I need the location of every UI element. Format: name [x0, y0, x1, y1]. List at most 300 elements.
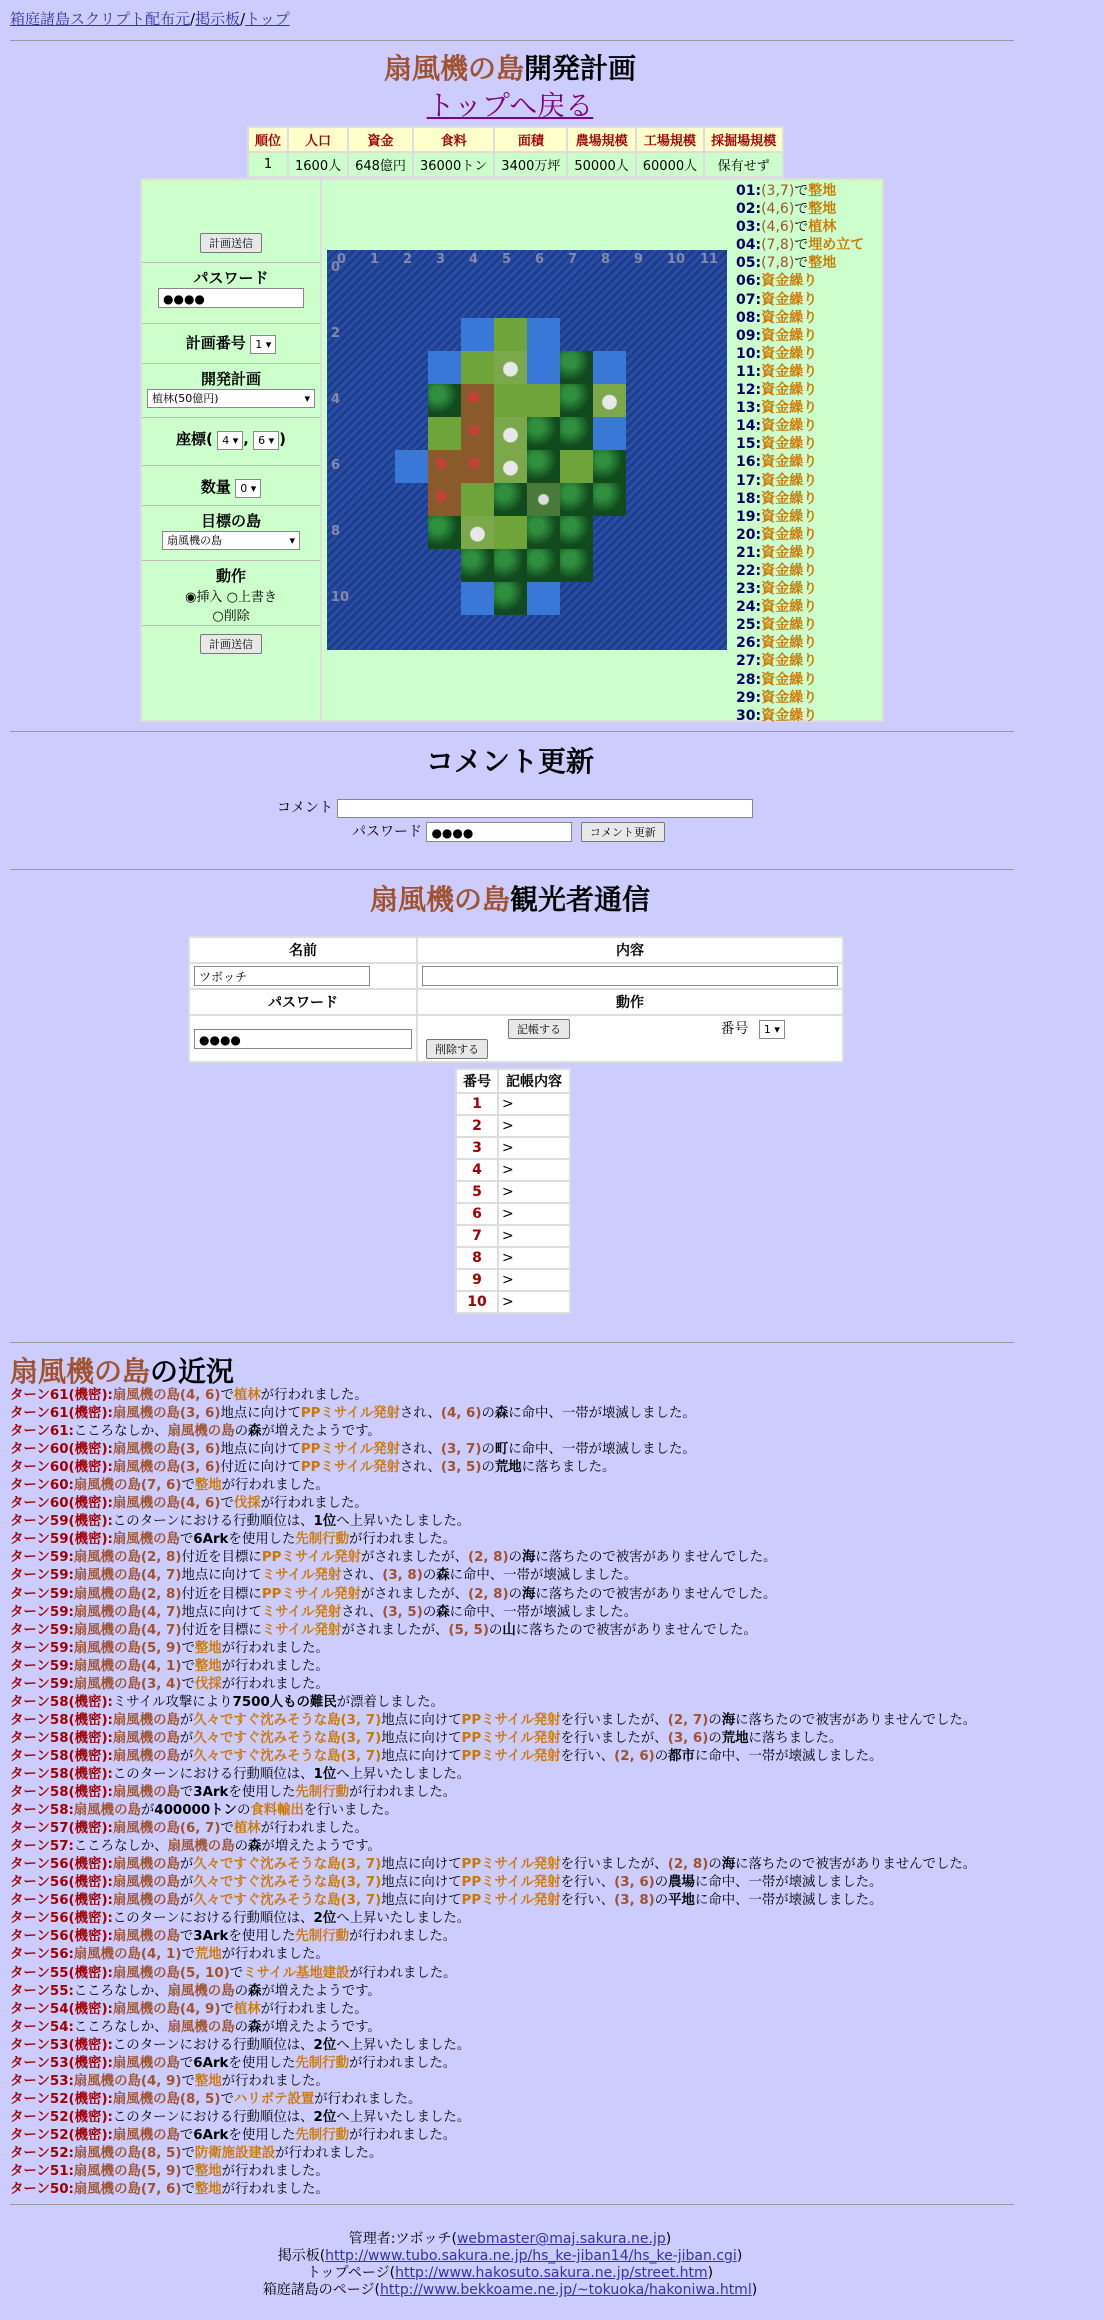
- map-tile[interactable]: [593, 384, 626, 417]
- plan-number: 24:: [736, 599, 762, 616]
- entry-content: >: [498, 1093, 570, 1115]
- log-segment: され、: [399, 1442, 441, 1458]
- map-column-label: 11: [700, 252, 719, 267]
- log-segment: 扇風機の島(4, 7): [73, 1622, 182, 1638]
- bbs-url-link[interactable]: http://www.tubo.sakura.ne.jp/hs_ke-jiban14/hs_ke-jiban.cgi: [325, 2248, 737, 2264]
- map-tile[interactable]: [527, 516, 560, 549]
- action-label: 動作: [215, 567, 246, 585]
- plan-list-item[interactable]: [736, 526, 882, 544]
- log-segment: ターン55(機密):: [10, 1965, 113, 1981]
- back-to-top-link[interactable]: トップへ戻る: [426, 89, 594, 122]
- plan-list-item[interactable]: [736, 435, 882, 453]
- log-segment: の: [422, 1604, 437, 1620]
- map-tile[interactable]: [560, 417, 593, 450]
- nav-separator: /: [190, 10, 196, 28]
- coordinate-x-select[interactable]: 4 ▾: [217, 431, 243, 450]
- map-tile[interactable]: [494, 351, 527, 384]
- title-suffix: 開発計画: [524, 52, 637, 85]
- plan-list-item[interactable]: [736, 562, 882, 580]
- plan-list-item[interactable]: [736, 652, 882, 670]
- map-tile[interactable]: [461, 417, 494, 450]
- log-segment: が増えたようです。: [261, 1424, 381, 1440]
- map-tile[interactable]: [494, 582, 527, 615]
- stats-value-row: [248, 152, 783, 177]
- log-segment: 森: [436, 1604, 450, 1620]
- stats-value-cell: 60000人: [636, 152, 704, 177]
- plan-number: 05:: [736, 255, 762, 272]
- map-tile[interactable]: [560, 351, 593, 384]
- map-column-label: 10: [667, 252, 686, 267]
- log-segment: 森: [494, 1406, 509, 1422]
- log-segment: ハリボテ設置: [233, 2091, 315, 2107]
- map-tile[interactable]: [428, 417, 461, 450]
- log-line: [10, 2181, 976, 2199]
- password-input[interactable]: ●●●●: [158, 288, 304, 308]
- map-tile[interactable]: [494, 516, 527, 549]
- log-segment: で: [220, 1496, 234, 1512]
- coordinate-y-select[interactable]: 6 ▾: [253, 431, 279, 450]
- nav-top-link[interactable]: トップ: [245, 10, 290, 28]
- entry-number: 4: [456, 1159, 498, 1181]
- log-segment: 整地: [194, 2182, 222, 2198]
- log-segment: 町: [494, 1442, 509, 1458]
- log-segment: 扇風機の島(3, 4): [73, 1676, 182, 1692]
- development-plan-label: 開発計画: [200, 370, 261, 388]
- log-segment: に命中、一帯が壊滅しました。: [694, 1893, 883, 1909]
- overwrite-label: 上書き: [237, 590, 277, 605]
- plan-list-item[interactable]: [736, 508, 882, 526]
- stats-value-cell: 1600人: [288, 152, 348, 177]
- log-segment: ターン59:: [10, 1586, 74, 1602]
- log-segment: ターン59:: [10, 1676, 74, 1692]
- plan-list-item[interactable]: [736, 254, 882, 272]
- plan-command: 資金繰り: [761, 562, 818, 579]
- comment-password-input[interactable]: ●●●●: [426, 822, 572, 842]
- log-segment: 扇風機の島: [112, 1532, 180, 1548]
- map-column-label: 8: [601, 252, 611, 267]
- map-tile[interactable]: [461, 549, 494, 582]
- entry-content: >: [498, 1181, 570, 1203]
- map-column-label: 7: [568, 252, 578, 267]
- log-line: [10, 2001, 976, 2019]
- plan-list-item[interactable]: [736, 616, 882, 634]
- back-link-wrap: [0, 84, 1020, 124]
- map-tile[interactable]: [461, 483, 494, 516]
- map-tile[interactable]: [461, 384, 494, 417]
- log-segment: (3, 5): [440, 1460, 482, 1476]
- log-segment: このターンにおける行動順位は、: [112, 1514, 314, 1530]
- log-segment: で: [181, 1676, 195, 1692]
- plan-command: 資金繰り: [761, 508, 818, 525]
- log-segment: 地点に向けて: [381, 1712, 462, 1728]
- log-segment: ターン60(機密):: [10, 1460, 113, 1476]
- plan-coordinate: (7,8): [761, 237, 795, 254]
- plan-de: で: [794, 255, 809, 272]
- plan-list-item[interactable]: [736, 345, 882, 363]
- log-segment: を使用した: [228, 2127, 296, 2143]
- log-segment: (3, 5): [382, 1604, 423, 1620]
- overwrite-radio[interactable]: ○: [226, 590, 238, 605]
- entry-number: 9: [456, 1269, 498, 1291]
- map-tile[interactable]: [428, 516, 461, 549]
- plan-de: で: [794, 219, 809, 236]
- map-column-label: 6: [535, 252, 545, 267]
- log-segment: 付近を目標に: [181, 1586, 262, 1602]
- log-segment: 扇風機の島(5, 10): [112, 1965, 230, 1981]
- log-segment: ターン56(機密):: [10, 1929, 113, 1945]
- admin-label: 管理者:ツボッチ(: [348, 2231, 457, 2247]
- map-tile[interactable]: [560, 483, 593, 516]
- log-segment: ターン59:: [10, 1604, 74, 1620]
- target-island-select[interactable]: 扇風機の島 ▾: [162, 531, 300, 550]
- map-tile[interactable]: [461, 450, 494, 483]
- plan-list: [736, 180, 882, 724]
- number-select[interactable]: 1 ▾: [759, 1020, 785, 1039]
- log-line: [10, 1604, 976, 1622]
- log-segment: 森: [247, 2019, 262, 2035]
- log-segment: ターン56(機密):: [10, 1857, 113, 1873]
- map-tile[interactable]: [527, 384, 560, 417]
- insert-label: 挿入: [196, 590, 223, 605]
- map-tile[interactable]: [527, 450, 560, 483]
- entry-number: 7: [456, 1225, 498, 1247]
- plan-list-item[interactable]: [736, 309, 882, 327]
- log-segment: 扇風機の島(4, 1): [73, 1658, 182, 1674]
- plan-list-item[interactable]: [736, 689, 882, 707]
- plan-list-item[interactable]: [736, 598, 882, 616]
- visitor-content-input[interactable]: [422, 966, 838, 986]
- action-radio-row: [142, 586, 320, 605]
- log-segment: ターン59:: [10, 1550, 74, 1566]
- log-segment: が行われました。: [260, 1496, 368, 1512]
- log-segment: ミサイル基地建設: [243, 1965, 350, 1981]
- log-segment: で: [179, 2055, 194, 2071]
- log-segment: 400000トン: [154, 1803, 237, 1819]
- log-segment: 扇風機の島(3, 6): [112, 1442, 221, 1458]
- map-tile[interactable]: [527, 582, 560, 615]
- map-tile[interactable]: [560, 384, 593, 417]
- log-line: [10, 1387, 976, 1405]
- log-segment: ミサイル発射: [261, 1604, 342, 1620]
- plan-number-label: 計画番号: [185, 334, 246, 352]
- number-value: 1: [763, 1022, 771, 1036]
- log-segment: が: [179, 1893, 194, 1909]
- plan-number: 20:: [736, 526, 762, 543]
- log-segment: 地点に向けて: [220, 1406, 301, 1422]
- map-tile[interactable]: [461, 318, 494, 351]
- map-tile[interactable]: [593, 351, 626, 384]
- plan-list-item[interactable]: [736, 417, 882, 435]
- log-line: [10, 1983, 976, 2001]
- log-segment: ターン61(機密):: [10, 1388, 113, 1403]
- map-tile[interactable]: [494, 549, 527, 582]
- plan-number: 12:: [736, 382, 762, 399]
- plan-list-item[interactable]: [736, 544, 882, 562]
- map-tile[interactable]: [461, 351, 494, 384]
- map-tile[interactable]: [428, 450, 461, 483]
- plan-number: 13:: [736, 400, 762, 417]
- log-segment: の: [234, 2019, 248, 2035]
- insert-radio[interactable]: ◉: [185, 590, 197, 605]
- log-segment: 海: [721, 1712, 736, 1728]
- plan-command: 資金繰り: [761, 291, 818, 308]
- recent-title: [10, 1350, 234, 1390]
- log-segment: ターン55:: [10, 1983, 74, 1999]
- write-button[interactable]: 記帳する: [508, 1019, 570, 1039]
- log-segment: が行われました。: [221, 1478, 329, 1494]
- log-segment: に落ちたので被害がありませんでした。: [735, 1712, 977, 1728]
- plan-list-item[interactable]: [736, 381, 882, 399]
- log-segment: され、: [399, 1406, 441, 1422]
- plan-number: 06:: [736, 273, 762, 290]
- log-segment: 扇風機の島(4, 7): [73, 1604, 182, 1620]
- map-tile[interactable]: [494, 318, 527, 351]
- development-plan-value: 植林(50億円): [152, 392, 219, 405]
- plan-list-item[interactable]: [736, 327, 882, 345]
- island-name: 扇風機の島: [383, 52, 524, 85]
- log-segment: に命中、一帯が壊滅しました。: [508, 1406, 696, 1422]
- map-row-label: 2: [331, 326, 341, 341]
- comment-label: コメント: [277, 800, 333, 816]
- map-tile[interactable]: [461, 516, 494, 549]
- plan-list-item[interactable]: [736, 472, 882, 490]
- log-segment: が行われました。: [349, 1965, 457, 1981]
- log-segment: 扇風機の島(4, 6): [112, 1388, 221, 1403]
- entry-content: >: [498, 1247, 570, 1269]
- log-segment: 扇風機の島: [167, 2019, 235, 2035]
- nav-home-link[interactable]: 箱庭諸島スクリプト配布元: [10, 10, 191, 28]
- map-tile[interactable]: [428, 483, 461, 516]
- log-segment: を行い、: [560, 1893, 615, 1909]
- visitor-entry-row: [456, 1115, 570, 1137]
- log-line: [10, 1658, 976, 1676]
- stats-value-cell: 50000人: [567, 152, 635, 177]
- nav-bbs-link[interactable]: 掲示板: [195, 10, 241, 28]
- plan-list-item[interactable]: [736, 272, 882, 290]
- log-segment: 2位: [313, 2037, 337, 2053]
- log-segment: 扇風機の島: [112, 1748, 180, 1764]
- admin-email-link[interactable]: webmaster@maj.sakura.ne.jp: [456, 2231, 666, 2247]
- map-tile[interactable]: [395, 450, 428, 483]
- plan-list-item[interactable]: [736, 291, 882, 309]
- map-tile[interactable]: [527, 483, 560, 516]
- plan-list-item[interactable]: [736, 363, 882, 381]
- map-tile[interactable]: [527, 318, 560, 351]
- entry-number: 2: [456, 1115, 498, 1137]
- plan-command: 整地: [808, 183, 837, 199]
- delete-radio[interactable]: ○: [212, 609, 224, 624]
- plan-list-item[interactable]: [736, 399, 882, 417]
- log-segment: で: [181, 2145, 195, 2161]
- log-line: [10, 1567, 976, 1585]
- map-column-label: 9: [634, 252, 644, 267]
- plan-command: 資金繰り: [761, 581, 818, 598]
- log-segment: PPミサイル発射: [300, 1460, 400, 1476]
- log-segment: 扇風機の島: [112, 1785, 180, 1801]
- log-segment: 付近を目標に: [181, 1550, 262, 1566]
- plan-number: 03:: [736, 219, 762, 236]
- plan-list-item[interactable]: [736, 453, 882, 471]
- log-segment: され、: [341, 1568, 383, 1584]
- hakoniwa-url-link[interactable]: http://www.bekkoame.ne.jp/~tokuoka/hakoniwa.html: [380, 2282, 752, 2298]
- map-tile[interactable]: [593, 417, 626, 450]
- plan-number: 22:: [736, 562, 762, 579]
- stats-header-cell: 農場規模: [567, 127, 635, 152]
- log-segment: ミサイル発射: [261, 1622, 342, 1638]
- map-tile[interactable]: [593, 450, 626, 483]
- log-line: [10, 2163, 976, 2181]
- log-segment: 整地: [194, 1658, 222, 1674]
- log-segment: 海: [721, 1857, 736, 1873]
- log-segment: の: [708, 1730, 722, 1746]
- log-segment: ターン58(機密):: [10, 1694, 113, 1710]
- plan-number: 04:: [736, 237, 762, 254]
- log-segment: に命中、一帯が壊滅しました。: [694, 1748, 883, 1764]
- plan-command: 資金繰り: [761, 490, 818, 507]
- comment-input[interactable]: [337, 799, 753, 818]
- map-tile[interactable]: [494, 483, 527, 516]
- quantity-select[interactable]: 0 ▾: [235, 479, 261, 498]
- plan-list-item[interactable]: [736, 218, 882, 236]
- map-tile[interactable]: [428, 384, 461, 417]
- log-segment: このターンにおける行動順位は、: [112, 1911, 314, 1927]
- map-column-label: 2: [403, 252, 413, 267]
- map-tile[interactable]: [527, 351, 560, 384]
- send-section-bottom: [142, 625, 320, 668]
- entry-number: 6: [456, 1203, 498, 1225]
- plan-list-item[interactable]: [736, 634, 882, 652]
- log-segment: 6Ark: [193, 2127, 229, 2143]
- log-line: [10, 1513, 976, 1531]
- log-segment: PPミサイル発射: [461, 1857, 561, 1873]
- bbs-end: ): [736, 2248, 743, 2264]
- plan-list-item[interactable]: [736, 580, 882, 598]
- log-segment: が行われました。: [348, 1785, 457, 1801]
- log-segment: が増えたようです。: [261, 2019, 381, 2035]
- map-tile[interactable]: [428, 351, 461, 384]
- log-segment: が: [179, 1730, 194, 1746]
- development-plan-select[interactable]: 植林(50億円) ▾: [147, 389, 315, 408]
- log-line: [10, 1784, 976, 1802]
- plan-list-item[interactable]: [736, 707, 882, 725]
- footer-top-line: [0, 2265, 1020, 2282]
- plan-command: 資金繰り: [761, 382, 818, 399]
- log-segment: 1位: [313, 1514, 337, 1530]
- visitor-name-input[interactable]: ツボッチ: [194, 966, 370, 986]
- log-line: [10, 2091, 976, 2109]
- log-segment: 扇風機の島: [112, 1875, 180, 1891]
- plan-send-button-top[interactable]: 計画送信: [200, 233, 262, 253]
- map-tile[interactable]: [527, 549, 560, 582]
- map-tile[interactable]: [494, 450, 527, 483]
- comment-password-label: パスワード: [352, 824, 422, 840]
- plan-list-item[interactable]: [736, 236, 882, 254]
- log-segment: が: [179, 1857, 194, 1873]
- plan-send-button-bottom[interactable]: 計画送信: [200, 634, 262, 654]
- log-segment: PPミサイル発射: [300, 1442, 400, 1458]
- log-segment: PPミサイル発射: [461, 1712, 561, 1728]
- map-tile[interactable]: [560, 549, 593, 582]
- log-segment: ミサイル攻撃により: [112, 1694, 233, 1710]
- stats-value-cell: 3400万坪: [494, 152, 567, 177]
- entry-content: >: [498, 1159, 570, 1181]
- log-line: [10, 1838, 976, 1856]
- map-tile[interactable]: [593, 483, 626, 516]
- map-tile[interactable]: [560, 516, 593, 549]
- log-line: [10, 1676, 976, 1694]
- plan-number: 11:: [736, 363, 762, 380]
- log-segment: 久々ですぐ沈みそうな島(3, 7): [193, 1730, 382, 1746]
- plan-number-select[interactable]: 1 ▾: [250, 335, 276, 354]
- log-line: [10, 1892, 976, 1910]
- log-segment: の: [508, 1586, 523, 1602]
- log-segment: が: [179, 1875, 194, 1891]
- log-segment: に落ちたので被害がありませんでした。: [535, 1550, 777, 1566]
- log-segment: に落ちたので被害がありませんでした。: [735, 1857, 977, 1873]
- map-tile[interactable]: [494, 384, 527, 417]
- plan-number: 30:: [736, 707, 762, 724]
- log-segment: ターン60:: [10, 1478, 74, 1494]
- log-segment: で: [181, 2073, 195, 2089]
- log-segment: 久々ですぐ沈みそうな島(3, 7): [193, 1748, 382, 1764]
- plan-number: 16:: [736, 454, 762, 471]
- map-tile[interactable]: [461, 582, 494, 615]
- admin-end: ): [665, 2231, 672, 2247]
- log-segment: へ上昇いたしました。: [336, 1514, 471, 1530]
- plan-form: [142, 180, 322, 720]
- comment-password-row: [352, 821, 665, 842]
- visitor-password-input[interactable]: ●●●●: [194, 1029, 412, 1049]
- log-segment: が行われました。: [260, 2001, 368, 2017]
- log-segment: 2位: [313, 2109, 337, 2125]
- plan-list-item[interactable]: [736, 490, 882, 508]
- plan-list-item[interactable]: [736, 671, 882, 689]
- log-segment: (3, 8): [614, 1893, 655, 1909]
- entry-content: >: [498, 1291, 570, 1313]
- log-line: [10, 1622, 976, 1640]
- map-tile[interactable]: [527, 417, 560, 450]
- log-segment: 先制行動: [295, 1532, 349, 1548]
- visitor-entry-row: [456, 1159, 570, 1181]
- log-segment: に命中、一帯が壊滅しました。: [508, 1442, 696, 1458]
- delete-button[interactable]: 削除する: [426, 1039, 488, 1059]
- visitor-entry-row: [456, 1291, 570, 1313]
- plan-list-item[interactable]: [736, 182, 882, 200]
- log-segment: 扇風機の島(8, 5): [73, 2145, 182, 2161]
- plan-command: 資金繰り: [761, 454, 818, 471]
- top-url-link[interactable]: http://www.hakosuto.sakura.ne.jp/street.htm: [395, 2265, 708, 2281]
- plan-list-item[interactable]: [736, 200, 882, 218]
- comment-submit-button[interactable]: コメント更新: [581, 822, 665, 842]
- log-segment: 先制行動: [295, 2127, 349, 2143]
- log-segment: で: [181, 1640, 195, 1656]
- plan-command: 資金繰り: [761, 653, 818, 670]
- log-segment: 山: [502, 1622, 516, 1638]
- map-tile[interactable]: [494, 417, 527, 450]
- log-segment: 整地: [194, 2164, 222, 2180]
- recent-island-name: 扇風機の島: [10, 1355, 151, 1388]
- log-segment: ターン52(機密):: [10, 2109, 113, 2125]
- log-segment: が行われました。: [221, 1947, 329, 1963]
- plan-command: 資金繰り: [761, 418, 818, 435]
- log-segment: 扇風機の島(4, 9): [112, 2001, 221, 2017]
- comment-title: コメント更新: [425, 745, 594, 778]
- island-map[interactable]: [327, 250, 727, 650]
- log-segment: を行い、: [560, 1875, 615, 1891]
- log-segment: 扇風機の島: [112, 1730, 180, 1746]
- log-segment: に落ちました。: [521, 1460, 616, 1476]
- map-tile[interactable]: [560, 450, 593, 483]
